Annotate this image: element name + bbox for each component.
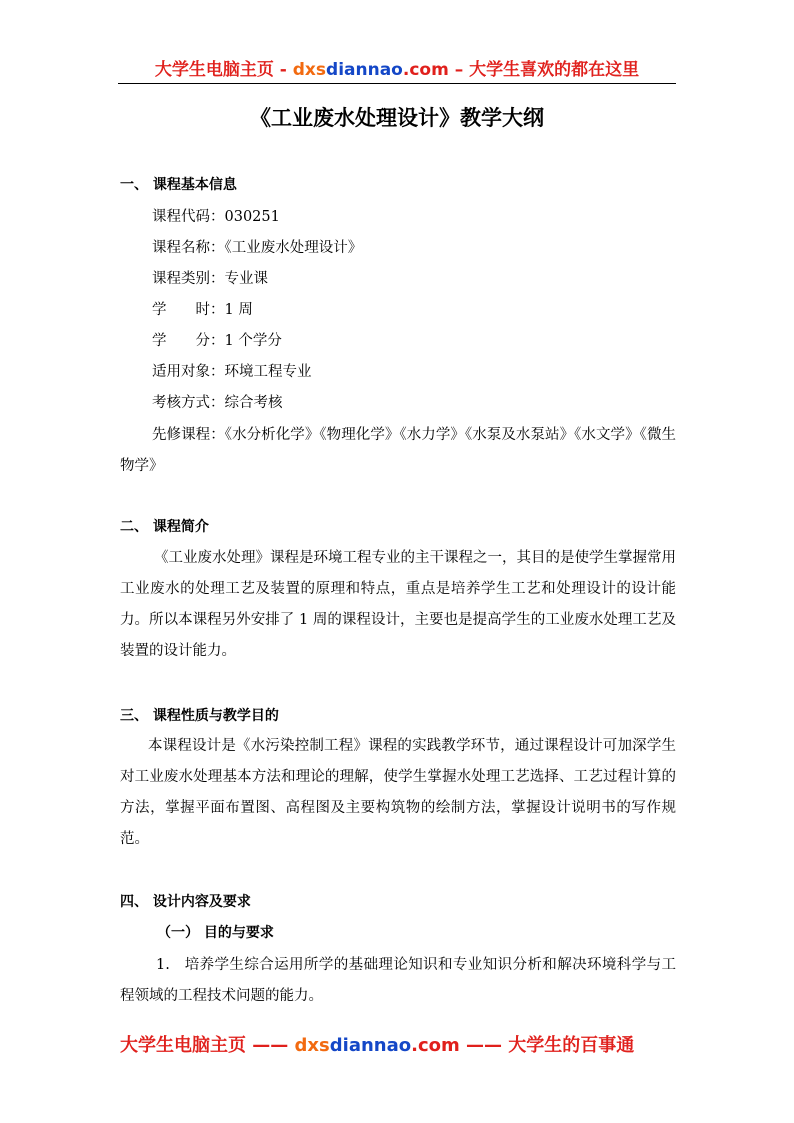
header-domain-prefix: dxs	[292, 60, 327, 80]
info-assessment: 考核方式：综合考核	[152, 395, 283, 411]
header-domain-suffix: .com	[402, 60, 449, 80]
header-domain-mid: diannao	[326, 60, 403, 80]
footer-site-name: 大学生电脑主页 ——	[120, 1035, 295, 1056]
section-2-paragraph: 《工业废水处理》课程是环境工程专业的主干课程之一，其目的是使学生掌握常用工业废水的处理工艺及装置的原理和特点，重点是培养学生工艺和处理设计的设计能力。所以本课程另外安排了 1 周的课程设计，主要也是提高学生的工业废水处理工艺及装置的设计能力。	[120, 550, 676, 659]
section-4-heading: 四、 设计内容及要求	[120, 894, 251, 910]
section-4-subheading: （一） 目的与要求	[157, 925, 274, 941]
footer-slogan: —— 大学生的百事通	[459, 1035, 635, 1056]
header-site-name: 大学生电脑主页 -	[154, 60, 293, 80]
header-slogan: – 大学生喜欢的都在这里	[448, 60, 640, 80]
header-divider	[118, 83, 676, 84]
footer-banner[interactable]	[120, 1033, 634, 1059]
section-2-heading: 二、 课程简介	[120, 519, 209, 535]
info-course-category: 课程类别：专业课	[152, 271, 268, 287]
document-title: 《工业废水处理设计》教学大纲	[250, 106, 544, 130]
footer-domain-suffix: .com	[411, 1035, 460, 1056]
section-3-heading: 三、 课程性质与教学目的	[120, 708, 279, 724]
info-course-credits: 学 分：1 个学分	[152, 333, 282, 349]
info-course-name: 课程名称：《工业废水处理设计》	[152, 240, 363, 256]
info-course-code: 课程代码：030251	[152, 209, 280, 225]
footer-domain-mid: diannao	[329, 1035, 412, 1056]
info-target-audience: 适用对象：环境工程专业	[152, 364, 312, 380]
section-1-heading: 一、 课程基本信息	[120, 177, 237, 193]
section-4-item-1: 1. 培养学生综合运用所学的基础理论知识和专业知识分析和解决环境科学与工程领域的工程技术问题的能力。	[120, 957, 676, 1004]
info-prerequisites: 先修课程：《水分析化学》《物理化学》《水力学》《水泵及水泵站》《水文学》《微生物学》	[120, 427, 676, 474]
footer-domain-prefix: dxs	[294, 1035, 330, 1056]
header-banner[interactable]	[118, 58, 676, 82]
section-3-paragraph: 本课程设计是《水污染控制工程》课程的实践教学环节，通过课程设计可加深学生对工业废水处理基本方法和理论的理解，使学生掌握水处理工艺选择、工艺过程计算的方法，掌握平面布置图、高程图及主要构筑物的绘制方法，掌握设计说明书的写作规范。	[120, 738, 676, 847]
info-course-hours: 学 时：1 周	[152, 302, 253, 318]
